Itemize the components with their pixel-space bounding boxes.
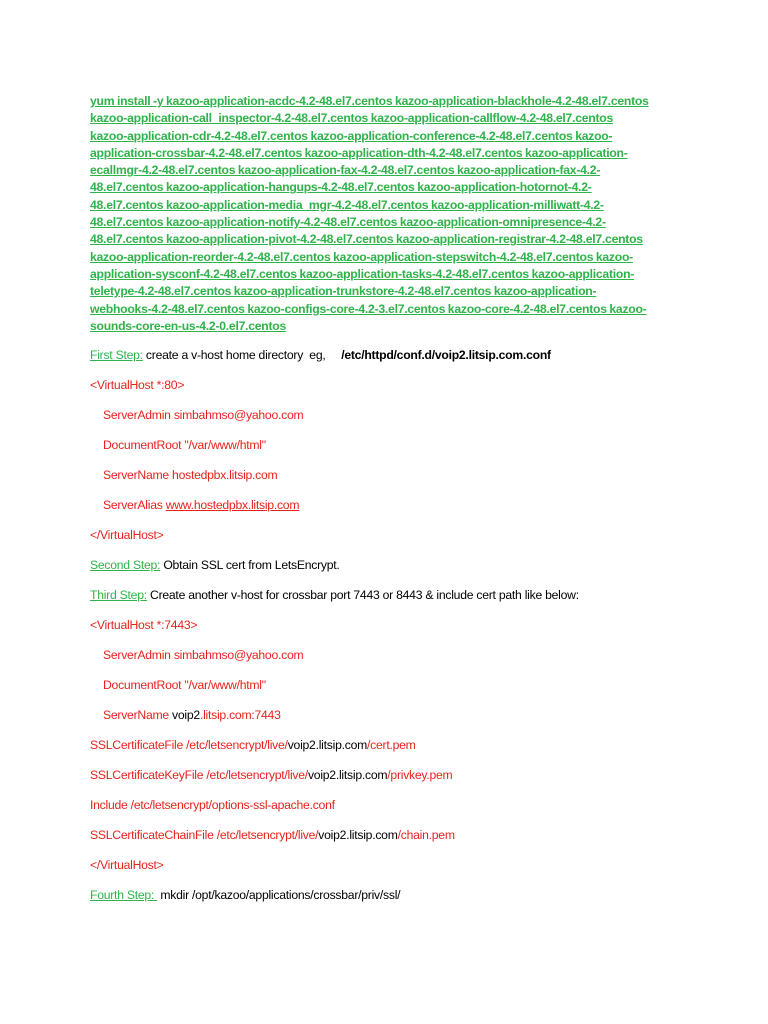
command-line: webhooks-4.2-48.el7.centos kazoo-configs-core-4.2-3.el7.centos kazoo-core-4.2-48.el7.centos kazoo- <box>90 301 647 316</box>
cert-tail: /cert.pem <box>367 738 416 753</box>
alias-link[interactable]: www.hostedpbx.litsip.com <box>165 498 300 513</box>
key-key: SSLCertificateKeyFile /etc/letsencrypt/live/ <box>90 768 308 783</box>
key-tail: /privkey.pem <box>387 768 453 783</box>
command-line: kazoo-application-cdr-4.2-48.el7.centos kazoo-application-conference-4.2-48.el7.centos kazoo- <box>90 128 613 143</box>
command-line: 48.el7.centos kazoo-application-hangups-4.2-48.el7.centos kazoo-application-hotornot-4.2- <box>90 180 592 195</box>
third-step <box>90 587 690 603</box>
step-label: First Step: <box>90 348 143 363</box>
step-text: create a v-host home directory eg, <box>142 348 342 363</box>
vhost80-documentroot: DocumentRoot "/var/www/html" <box>103 438 266 453</box>
vhost7443-servername <box>90 707 690 723</box>
step-label: Third Step: <box>90 588 147 603</box>
servername-key: ServerName <box>103 708 173 723</box>
step-text: Obtain SSL cert from LetsEncrypt. <box>160 558 340 573</box>
vhost80-open: <VirtualHost *:80> <box>90 378 185 393</box>
servername-host: voip2 <box>172 708 200 723</box>
command-line: ecallmgr-4.2-48.el7.centos kazoo-application-fax-4.2-48.el7.centos kazoo-application-fax-4.2- <box>90 163 601 178</box>
chain-host: voip2.litsip.com <box>318 828 398 843</box>
command-line: teletype-4.2-48.el7.centos kazoo-application-trunkstore-4.2-48.el7.centos kazoo-application- <box>90 284 597 299</box>
command-line: application-crossbar-4.2-48.el7.centos kazoo-application-dth-4.2-48.el7.centos kazoo-application- <box>90 145 628 160</box>
include-options: Include /etc/letsencrypt/options-ssl-apache.conf <box>90 798 335 813</box>
vhost80-close: </VirtualHost> <box>90 528 164 543</box>
command-line: kazoo-application-call_inspector-4.2-48.el7.centos kazoo-application-callflow-4.2-48.el7.centos <box>90 111 613 126</box>
fourth-step <box>90 887 690 903</box>
ssl-certificate-key-file <box>90 767 690 783</box>
vhost7443-documentroot: DocumentRoot "/var/www/html" <box>103 678 266 693</box>
command-line: kazoo-application-reorder-4.2-48.el7.centos kazoo-application-stepswitch-4.2-48.el7.centos kazoo- <box>90 249 633 264</box>
yum-install-command <box>90 93 690 335</box>
command-line: 48.el7.centos kazoo-application-pivot-4.2-48.el7.centos kazoo-application-registrar-4.2-48.el7.centos <box>90 232 643 247</box>
step-label: Second Step: <box>90 558 161 573</box>
command-line: sounds-core-en-us-4.2-0.el7.centos <box>90 318 287 333</box>
document-body <box>90 93 690 903</box>
servername-rest: .litsip.com:7443 <box>199 708 281 723</box>
first-step <box>90 347 690 363</box>
second-step <box>90 557 690 573</box>
chain-key: SSLCertificateChainFile /etc/letsencrypt/live/ <box>90 828 319 843</box>
vhost80-servername: ServerName hostedpbx.litsip.com <box>103 468 278 483</box>
cert-host: voip2.litsip.com <box>287 738 368 753</box>
vhost7443-close: </VirtualHost> <box>90 858 164 873</box>
step-text: mkdir /opt/kazoo/applications/crossbar/priv/ssl/ <box>157 888 401 903</box>
chain-tail: /chain.pem <box>397 828 455 843</box>
vhost7443-open: <VirtualHost *:7443> <box>90 618 198 633</box>
ssl-certificate-chain-file <box>90 827 690 843</box>
command-line: 48.el7.centos kazoo-application-notify-4.2-48.el7.centos kazoo-application-omnipresence-4.2- <box>90 215 606 230</box>
vhost7443-serveradmin: ServerAdmin simbahmso@yahoo.com <box>103 648 304 663</box>
step-label: Fourth Step: <box>90 888 158 903</box>
ssl-certificate-file <box>90 737 690 753</box>
command-line: yum install -y kazoo-application-acdc-4.2-48.el7.centos kazoo-application-blackhole-4.2-48.el7.centos <box>90 94 649 108</box>
vhost80-serveralias <box>90 497 690 513</box>
conf-path: /etc/httpd/conf.d/voip2.litsip.com.conf <box>341 348 551 363</box>
command-line: application-sysconf-4.2-48.el7.centos kazoo-application-tasks-4.2-48.el7.centos kazoo-application- <box>90 266 635 281</box>
cert-key: SSLCertificateFile /etc/letsencrypt/live/ <box>90 738 288 753</box>
vhost80-serveradmin: ServerAdmin simbahmso@yahoo.com <box>103 408 304 423</box>
alias-key: ServerAlias <box>103 498 166 513</box>
key-host: voip2.litsip.com <box>307 768 388 783</box>
step-text: Create another v-host for crossbar port 7443 or 8443 & include cert path like below: <box>146 588 579 603</box>
command-line: 48.el7.centos kazoo-application-media_mgr-4.2-48.el7.centos kazoo-application-milliwatt-4.2- <box>90 197 604 212</box>
